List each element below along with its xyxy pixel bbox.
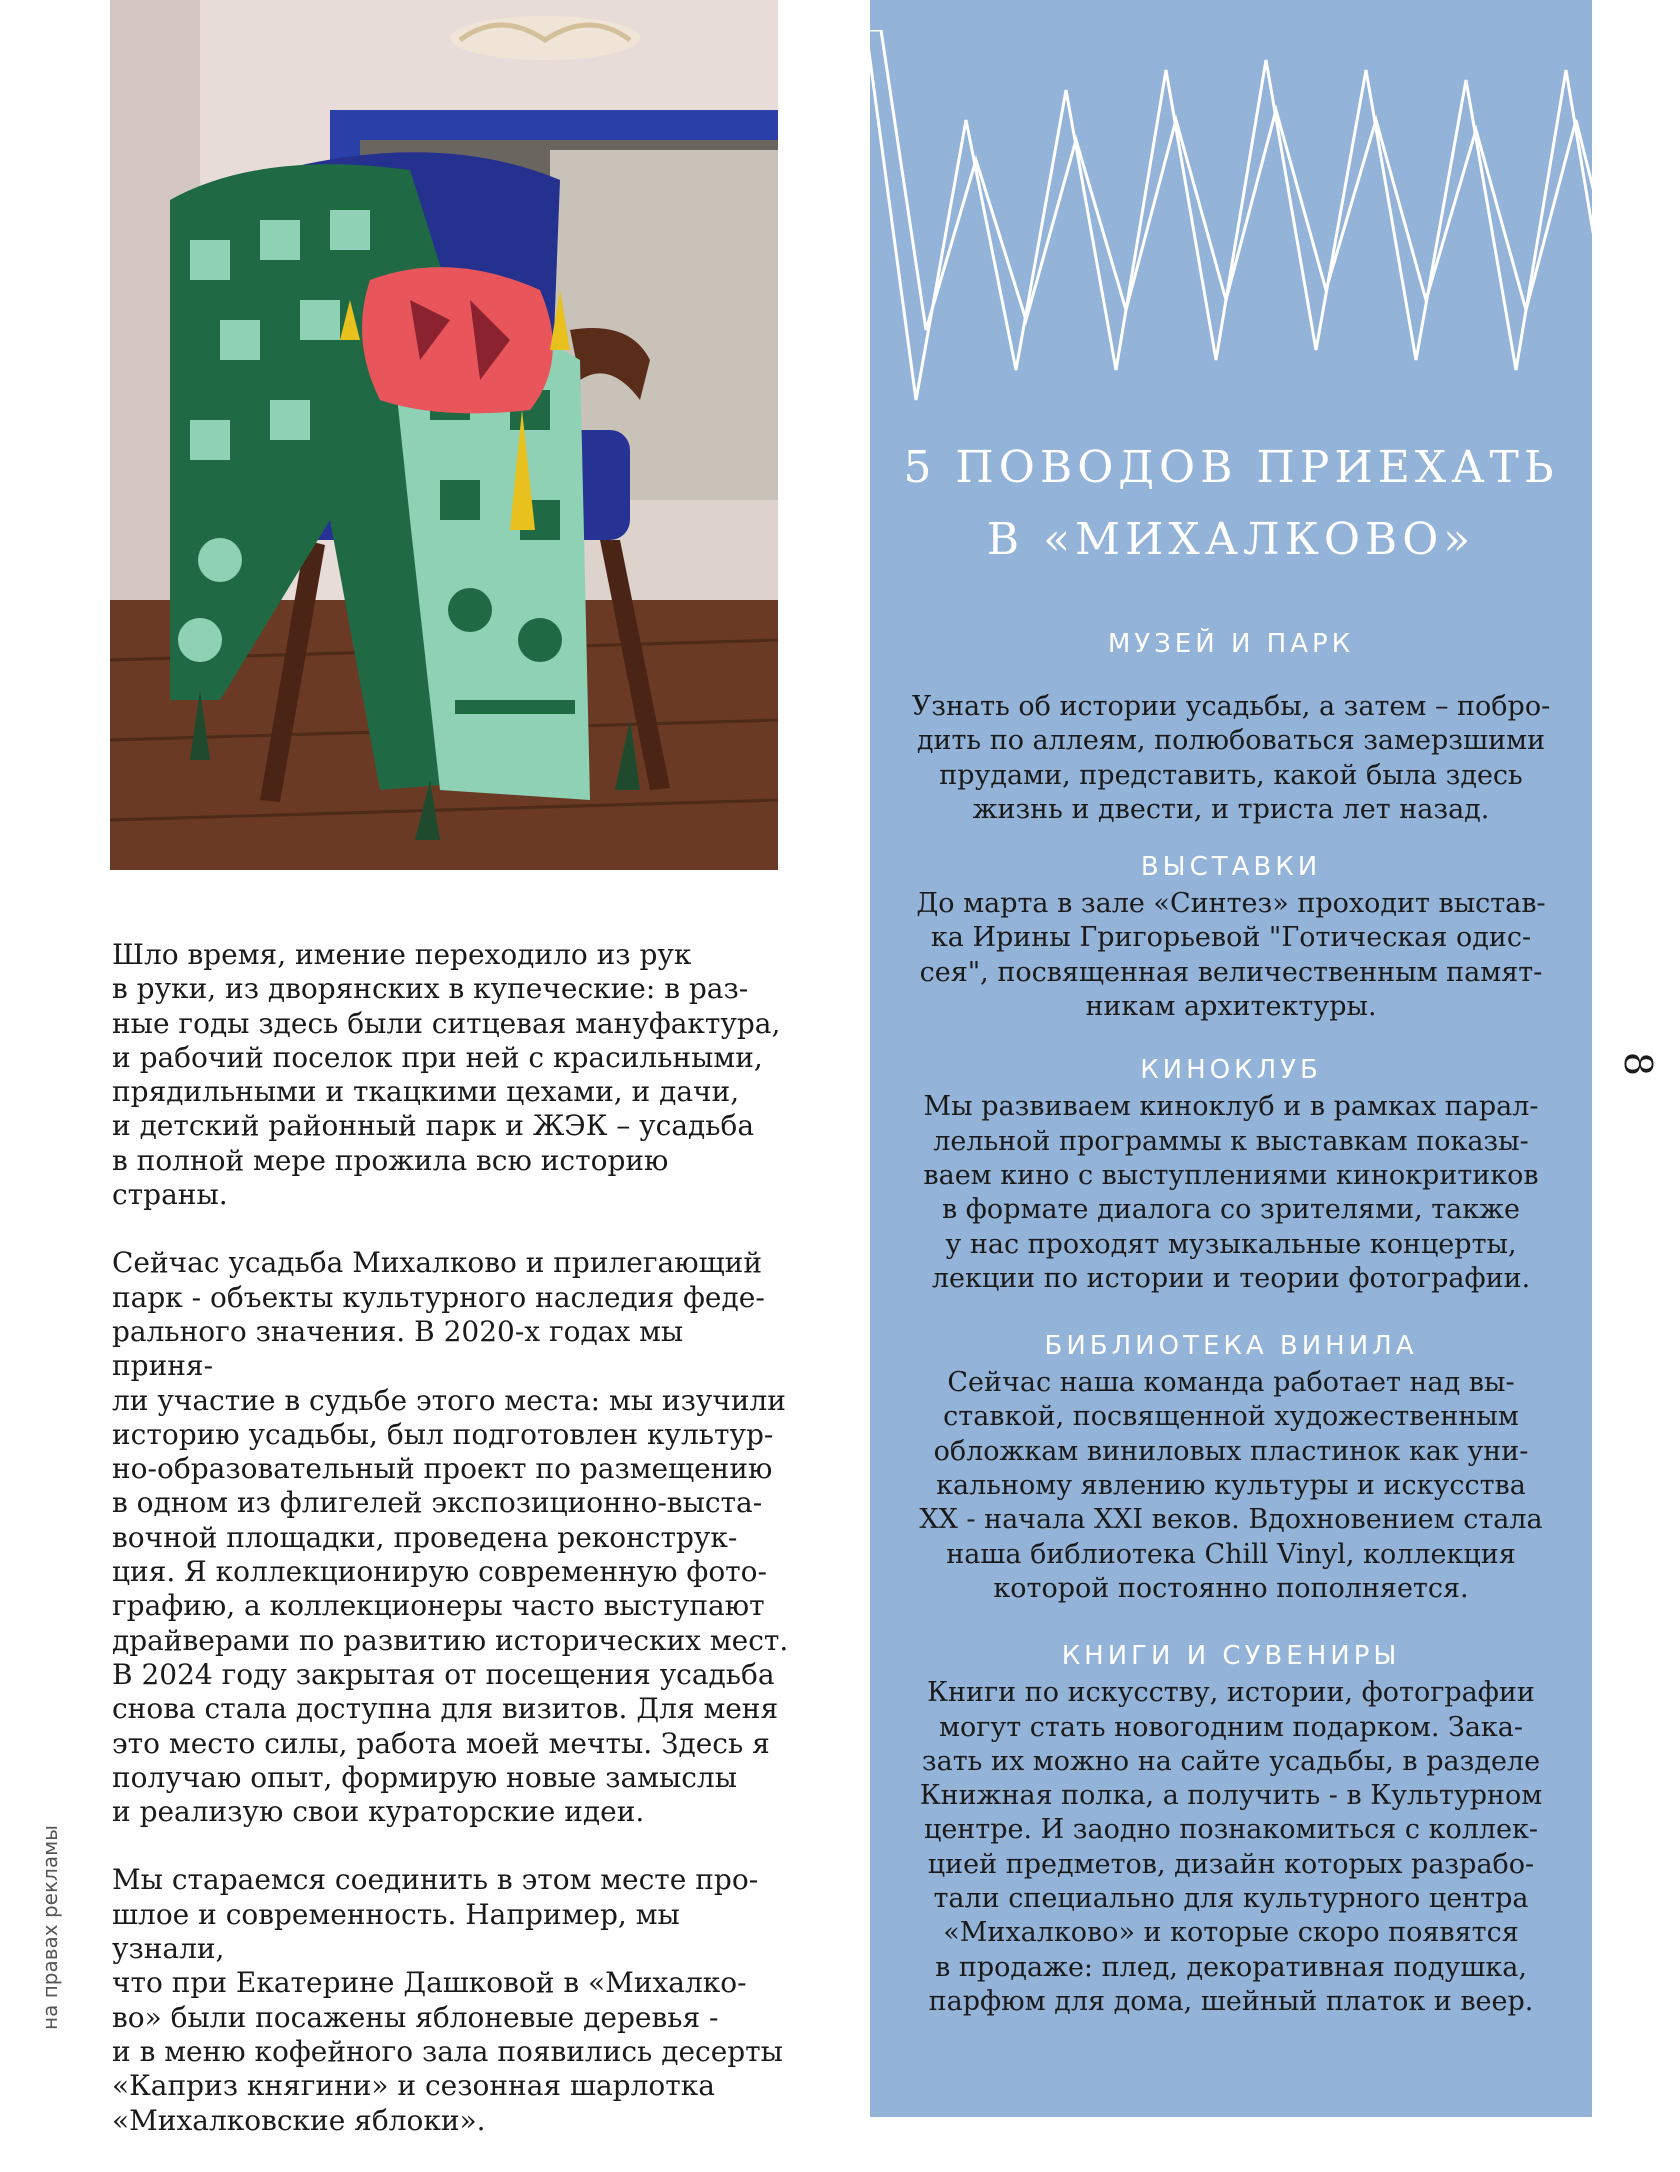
- armchair-with-plaid-and-pillow-photo: [110, 0, 778, 870]
- zigzag-decoration: [836, 30, 1626, 410]
- reason-heading: КИНОКЛУБ: [1140, 1055, 1322, 1086]
- article-paragraph-2: Сейчас усадьба Михалково и прилегающий парк - объекты культурного наследия феде- рального значения. В 2020-х годах мы приня- ли участие в судьбе этого места: мы изучили историю усадьбы, был подготовлен культур- но-образовательный проект по размещению в одном из флигелей экспозиционно-выста- вочной площадки, проведена реконструк- ция. Я коллекционирую современную фото- графию, а коллекционеры часто выступают драйверами по развитию исторических мест. В 2024 году закрытая от посещения усадьба снова стала доступна для визитов. Для меня это место силы, работа моей мечты. Здесь я получаю опыт, формирую новые замыслы и реализую свои кураторские идеи.: [112, 1246, 789, 1829]
- reason-heading: МУЗЕЙ И ПАРК: [1107, 629, 1355, 659]
- reason-text: До марта в зале «Синтез» проходит выстав- ка Ирины Григорьевой "Готическая одис- сея", посвященная величественным памят- никам архитектуры.: [916, 888, 1546, 1023]
- reason-books-souvenirs: [870, 1636, 1592, 2019]
- article-paragraph-1: Шло время, имение переходило из рук в руки, из дворянских в купеческие: в раз- ные годы здесь были ситцевая мануфактура, и рабочий поселок при ней с красильными, прядильными и ткацкими цехами, и дачи, и детский районный парк и ЖЭК – усадьба в полной мере прожила всю историю страны.: [112, 938, 781, 1212]
- reason-text: Сейчас наша команда работает над вы- ставкой, посвященной художественным обложкам виниловых пластинок как уни- кальному явлению культуры и искусства XX - начала XXI веков. Вдохновением стала наша библиотека Chill Vinyl, коллекция которой постоянно пополняется.: [919, 1367, 1543, 1604]
- reason-text: Книги по искусству, истории, фотографии могут стать новогодним подарком. Зака- зать их можно на сайте усадьбы, в разделе Книжная полка, а получить - в Культурном центре. И заодно познакомиться с коллек- цией предметов, дизайн которых разрабо- тали специально для культурного центра «Михалково» и которые скоро появятся в продаже: плед, декоративная подушка, парфюм для дома, шейный платок и веер.: [919, 1677, 1543, 2017]
- reason-heading: КНИГИ И СУВЕНИРЫ: [1061, 1641, 1401, 1672]
- reasons-list: [870, 624, 1592, 2019]
- left-column-article: [112, 938, 792, 2172]
- reason-museum-park: [870, 624, 1592, 827]
- reason-vinyl-library: [870, 1326, 1592, 1606]
- armchair-photo: [110, 0, 778, 870]
- page-number: 8: [1616, 1051, 1661, 1077]
- advertisement-note: на правах рекламы: [38, 1825, 62, 2030]
- reason-text: Мы развиваем киноклуб и в рамках парал- лельной программы к выставкам показы- ваем кино с выступлениями кинокритиков в формате диалога со зрителями, также у нас проходят музыкальные концерты, лекции по истории и теории фотографии.: [923, 1091, 1539, 1294]
- reason-film-club: [870, 1050, 1592, 1296]
- reasons-title: 5 ПОВОДОВ ПРИЕХАТЬ В «МИХАЛКОВО»: [903, 442, 1559, 565]
- reason-heading: ВЫСТАВКИ: [1140, 852, 1322, 883]
- reason-exhibitions: [870, 847, 1592, 1024]
- reason-heading: БИБЛИОТЕКА ВИНИЛА: [1044, 1331, 1418, 1362]
- article-paragraph-3: Мы стараемся соединить в этом месте про- шлое и современность. Например, мы узнали, что при Екатерине Дашковой в «Михалко- во» были посажены яблоневые деревья - и в меню кофейного зала появились десерты «Каприз княгини» и сезонная шарлотка «Михалковские яблоки».: [112, 1863, 783, 2137]
- reason-text: Узнать об истории усадьбы, а затем – побро- дить по аллеям, полюбоваться замерзшими прудами, представить, какой была здесь жизнь и двести, и триста лет назад.: [911, 691, 1551, 825]
